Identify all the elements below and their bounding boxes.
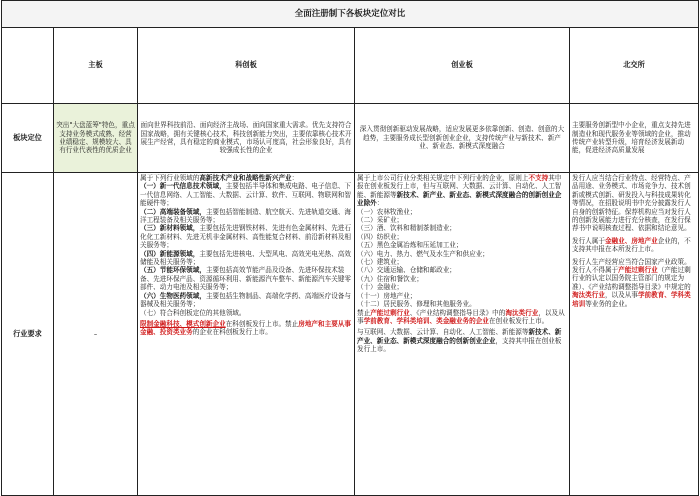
star-note-red: 限制金融科技、模式创新企业 [140,319,226,328]
row-label-requirements: 行业要求 [2,173,54,496]
bse-p3-c: ，以及从事 [604,291,638,300]
bse-p2 [572,237,696,254]
chinext-items-list [357,208,567,309]
chinext-intro-a: 属于上市公司行业分类相关规定中下列行业的企业，原则上 [357,174,529,182]
chinext-item: （二）采矿业； [357,216,404,225]
bse-p1: 发行人应当结合行业特点、经营特点、产品用途、业务模式、市场竞争力、技术创新或模式创新、研发投入与科技成果转化等情况，在招股说明书中充分披露发行人自身的创新特征。保荐机构应当对发行人的创新发展能力进行充分核查，在发行保荐书中说明核查过程、依据和结论意见。 [572,174,691,233]
star-item-body: 主要包括高效节能产品及设备、先进环保技术装备、先进环保产品、资源循环利用、新能源汽车整车、新能源汽车关键零部件、动力电池及相关服务等； [140,266,351,292]
header-chinext: 创业板 [355,28,570,104]
star-item-head: （一）新一代信息技术领域， [140,182,226,191]
requirements-star-market [138,173,355,496]
chinext-ban-a: 禁止 [357,308,371,317]
chinext-intro-bold: 新技术、新产业、新业态、新模式深度融合的创新创业企业除外 [357,190,562,208]
star-item [140,182,352,207]
bse-p2-b: 企业的，不支持其申报在本所发行上市。 [572,236,691,254]
chinext-item: （五）黑色金属冶炼和压延加工业； [357,241,463,250]
star-item [140,292,352,309]
star-intro-a: 属于下列行业领域的 [140,174,200,182]
star-item-body: 主要包括半导体和集成电路、电子信息、下一代信息网络、人工智能、大数据、云计算、软件、互联网、物联网和智能硬件等； [140,182,351,208]
star-item-head: （六）生物医药领域， [140,291,206,300]
chinext-item: （一）农林牧渔业； [357,207,417,216]
positioning-main-board [54,104,138,173]
chinext-item: （八）交通运输、仓储和邮政业； [357,266,456,275]
chinext-item: （九）住宿和餐饮业； [357,274,423,283]
chinext-item: （七）建筑业； [357,258,404,267]
chinext-item: （六）电力、热力、燃气及水生产和供应业； [357,249,489,258]
star-item-head: （四）新能源领域， [140,249,200,258]
bse-p3-red2: 淘汰类行业 [572,291,605,300]
positioning-bse [570,104,699,173]
chinext-ban-c: ，以及从事 [357,308,565,325]
requirements-chinext [355,173,570,496]
chinext-intro-b: 其申报在创业板发行上市，但与互联网、大数据、云计算、自动化、人工智能、新能源等 [357,174,562,199]
chinext-item: （三）酒、饮料和精制茶制造业； [357,224,456,233]
header-bse: 北交所 [570,28,699,104]
star-item-body: 主要包括先进钢铁材料、先进有色金属材料、先进石化化工新材料、先进无机非金属材料、高性能复合材料、前沿新材料及相关服务等； [140,224,351,250]
chinext-ban-d: 在创业板发行上市。 [488,316,549,325]
chinext-item: （十）金融业； [357,283,404,292]
chinext-ban [357,309,567,326]
star-item-body: 主要包括智能制造、航空航天、先进轨道交通、海洋工程装备及相关服务等； [140,207,351,225]
star-item-body: 主要包括生物制品、高端化学药、高端医疗设备与器械及相关服务等； [140,291,351,309]
positioning-star-market [138,104,355,173]
bse-p2-red: 金融业、房地产业 [604,236,658,245]
chinext-tail [357,328,567,353]
bse-p3-a: 发行人生产经营应当符合国家产业政策。发行人不得属于 [572,257,691,275]
star-intro-b: 高新技术产业和战略性新兴产业 [199,174,292,182]
positioning-chinext-text: 深入贯彻创新驱动发展战略，适应发展更多依靠创新、创造、创意的大趋势，主要服务成长型创新创业企业，支持传统产业与新技术、新产业、新业态、新模式深度融合 [359,125,565,151]
row-label-positioning: 板块定位 [2,104,54,173]
comparison-table [1,0,699,496]
positioning-bse-text: 主要服务创新型中小企业，重点支持先进制造业和现代服务业等领域的企业，推动传统产业转型升级，培育经济发展新动能，促进经济高质量发展 [572,121,691,155]
bse-p2-a: 发行人属于 [572,236,605,245]
star-items-list [140,182,352,317]
chinext-tail-a: 与互联网、大数据、云计算、自动化、人工智能、新能源等 [357,328,529,337]
star-note-red2: 房地产和主要从事金融、投资类业务 [140,319,351,337]
chinext-tail-bold: 新技术、新产业、新业态、新模式深度融合的创新创业企业 [357,328,562,345]
star-note-a: 在科创板发行上市。禁止 [225,319,299,328]
star-item-head: （二）高端装备领域， [140,207,206,216]
corner-cell [2,28,54,104]
requirements-main-board: – [54,173,138,496]
chinext-ban-red3: 学前教育、学科类培训、类金融业务的企业 [363,316,489,325]
bse-p3-b: （产能过剩行业的认定以国务院主管部门的规定为准）、《产业结构调整指导目录》中规定的 [572,266,691,291]
header-main-board: 主板 [54,28,138,104]
chinext-ban-red2: 淘汰类行业 [505,308,539,317]
positioning-chinext [355,104,570,173]
star-item [140,208,352,225]
star-item-body: （七）符合科创板定位的其他领域。 [140,308,246,317]
bse-p3 [572,258,696,308]
chinext-item: （十一）房地产业； [357,291,417,300]
star-intro-c: ： [291,174,299,182]
bse-p3-d: 等业务的企业。 [585,299,632,308]
chinext-tail-b: ，支持其申报在创业板发行上市。 [357,336,562,354]
chinext-ban-b: 、《产业结构调整指导目录》中的 [409,308,506,317]
star-item-body: 主要包括先进核电、大型风电、高效光电光热、高效储能及相关服务等； [140,249,351,267]
chinext-item: （十二）居民服务、修理和其他服务业。 [357,300,476,309]
star-item-head: （三）新材料领域， [140,224,200,233]
chinext-intro [357,174,567,208]
bse-p3-red1: 产能过剩行业 [618,266,658,275]
star-item [140,309,352,317]
star-item [140,266,352,291]
star-item [140,224,352,249]
star-note-b: 的企业在科创板发行上市。 [192,328,272,337]
chinext-intro-c: ： [376,199,384,208]
star-note [140,320,352,337]
header-star-market: 科创板 [138,28,355,104]
positioning-star-market-text: 面向世界科技前沿、面向经济主战场、面向国家重大需求。优先支持符合国家战略，拥有关键核心技术，科技创新能力突出，主要依靠核心技术开展生产经营，具有稳定的商业模式，市场认可度高，社会形象良好，具有较强成长性的企业 [140,121,352,155]
table-title: 全面注册制下各板块定位对比 [2,1,699,28]
bse-p3-red3: 学前教育、学科类培训 [572,291,691,308]
star-item-head: （五）节能环保领域， [140,266,206,275]
star-item [140,250,352,267]
chinext-intro-red: 不支持 [528,174,549,182]
positioning-main-board-text: 突出"大盘蓝筹"特色，重点支持业务模式成熟、经营业绩稳定、规模较大、具有行业代表性的优质企业 [56,121,135,155]
chinext-ban-red1: 产能过剩行业 [370,308,410,317]
requirements-bse [570,173,699,496]
chinext-item: （四）纺织业； [357,232,404,241]
